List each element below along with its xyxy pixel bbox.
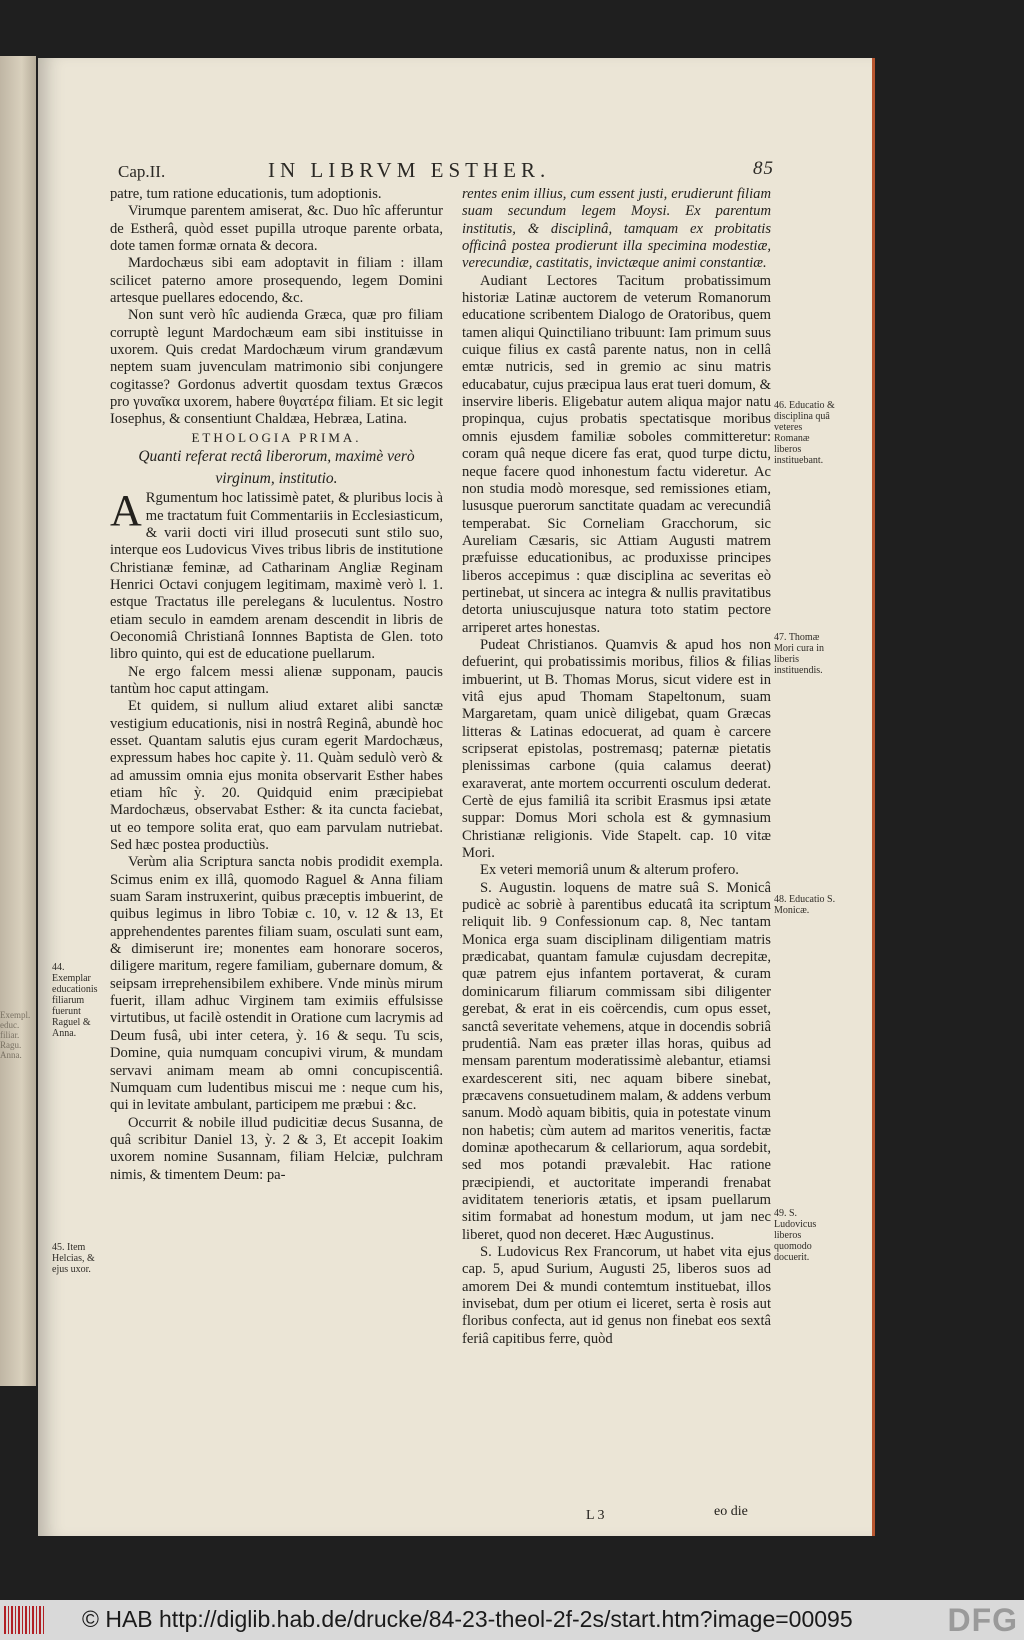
dfg-logo: DFG (947, 1602, 1018, 1638)
running-title: IN LIBRVM ESTHER. (268, 158, 551, 182)
chapter-label: Cap.II. (118, 162, 166, 181)
paragraph-text: Rgumentum hoc latissimè patet, & pluribus locis à me tractatum fuit Commentariis in Ecclesiasticum, & varii docti viri illud prosecuti sunt stilo suo, interque eos Ludovicus Vives tribus libris de institutione Christianæ feminæ, ad Catharinam Angliæ Reginam Henrici Octavi conjugem legitimam, maximè verò l. 1. estque Tractatus ille perelegans & luculentus. Nostro etiam seculo in eamdem arenam descendit in libris de Oeconomiâ Christianâ Ionnnes Baptista de Glen. toto libro quinto, qui est de educatione puellarum. (110, 490, 443, 663)
paragraph: Virumque parentem amiserat, &c. Duo hîc afferuntur de Estherâ, quòd esset pupilla utroque parente orbata, dote tamen formæ ornata & decora. (110, 203, 443, 255)
paragraph: Non sunt verò hîc audienda Græca, quæ pro filiam corruptè legunt Mardochæum eam sibi instituisse in uxorem. Quis credat Mardochæum virum grandævum neptem suam juvenculam matrimonio sibi conjungere cogitasse? Gordonus advertit quosdam textus Græcos pro γυναῖκα uxorem, habere θυγατέρα filiam. Et sic legit Iosephus, & consentiunt Chaldæa, Hebræa, Latina. (110, 307, 443, 428)
margin-note-47: 47. Thomæ Mori cura in liberis instituendis. (774, 632, 824, 676)
source-url[interactable]: © HAB http://diglib.hab.de/drucke/84-23-theol-2f-2s/start.htm?image=00095 (82, 1606, 853, 1632)
paragraph-with-dropcap (110, 486, 443, 663)
page-number: 85 (753, 158, 774, 179)
paragraph: Ex veteri memoriâ unum & alterum profero. (480, 862, 739, 879)
catchword: eo die (714, 1504, 748, 1519)
paragraph: Pudeat Christianos. Quamvis & apud hos non defuerint, qui probatissimis moribus, filios & filias imbuerint, ut B. Thomas Morus, sicut videre est in vitâ ejus apud Thomam Stapeltonum, suam Margaretam, quam unicè diligebat, quam Græcas litteras & Latinas edocuerat, ad quam è carcere scripserat epistolas, postremasq; paternæ pietatis plenissimas carbone (quia calamus deerat) exaraverat, ante mortem occurrenti osculum dederat. Certè de ejus familiâ ita scribit Erasmus ipsi ætate suppar: Domus Mori schola est & gymnasium Christianæ religionis. Vide Stapelt. cap. 10 vitæ Mori. (462, 636, 771, 862)
paragraph: Occurrit & nobile illud pudicitiæ decus Susanna, de quâ scribitur Daniel 13, ỳ. 2 & 3, Et accepit Ioakim uxorem nomine Susannam, filiam Helciæ, pulchram nimis, & timentem Deum: pa- (110, 1114, 443, 1183)
paragraph: rentes enim illius, cum essent justi, erudierunt filiam suam secundum legem Moysi. Ex parentum institutis, & disciplinâ, tamquam ex probitatis officinâ postea prodierunt illa specimina modestiæ, verecundiæ, castitatis, invictæque animi constantiæ. (462, 186, 771, 272)
previous-page-margin-note: Exempl. educ. filiar. Ragu. Anna. (0, 1010, 31, 1060)
left-column (110, 186, 443, 1184)
barcode-icon (4, 1606, 46, 1634)
margin-note-45: 45. Item Helcias, & ejus uxor. (52, 1242, 95, 1275)
margin-note-46: 46. Educatio & disciplina quâ veteres Romanæ liberos instituebant. (774, 400, 835, 466)
paragraph: Mardochæus sibi eam adoptavit in filiam : illam scilicet paterno amore prosequendo, legem Domini artesque puellares edocendo, &c. (110, 255, 443, 307)
section-subtitle: Quanti referat rectâ liberorum, maximè verò virginum, institutio. (138, 448, 415, 488)
paragraph: Verùm alia Scriptura sancta nobis prodidit exempla. Scimus enim ex illâ, quomodo Raguel & Anna filiam suam Saram instruxerint, quibus præceptis imbuerint, de quibus legimus in libro Tobiæ c. 10, v. 12 & 13, Et apprehendentes parentes filiam suam, osculati sunt eam, & dimiserunt ire; monentes eam honorare soceros, diligere maritum, regere familiam, gubernare domum, & seipsam irreprehensibilem exhibere. Vnde minùs mirum fuerit, illam adhuc Virginem tam eximiis effulsisse virtutibus, ut facilè ostendit in Oratione cum lacrymis ad Deum fusâ, ubi inter cetera, ỳ. 16 & sequ. Tu scis, Domine, quia numquam concupivi virum, & mundam servavi animam meam ab omni concupiscentiâ. Numquam cum ludentibus miscui me : neque cum his, qui in levitate ambulant, participem me præbui : &c. (110, 854, 443, 1114)
margin-note-49: 49. S. Ludovicus liberos quomodo docuerit. (774, 1208, 817, 1263)
book-page (38, 58, 875, 1536)
margin-note-48: 48. Educatio S. Monicæ. (774, 894, 836, 916)
viewer-footer (0, 1600, 1024, 1640)
paragraph: Et quidem, si nullum aliud extaret alibi sanctæ vestigium educationis, nisi in nostrâ Reginâ, abundè hoc esset. Quantam salutis ejus curam egerit Mardochæus, expressum habes hoc capite ỳ. 11. Quàm sedulò verò & ad amussim omnia ejus monita observarit Esther habes etiam hîc ỳ. 20. Quidquid enim præcipiebat Mardochæus, observabat Esther: & ita cuncta faciebat, ut eo tempore solita erat, quo eam parvulam nutriebat. Sed hæc postea productiùs. (110, 698, 443, 854)
paragraph: S. Augustin. loquens de matre suâ S. Monicâ pudicè ac sobriè à parentibus educatâ ita scriptum reliquit lib. 9 Confessionum cap. 8, Nec tantam Monica erga suam disciplinam diligentiam matris prædicabat, quantam famulæ cujusdam decrepitæ, quæ patrem ejus infantem portaverat, & curam dominicarum filiarum commissam sibi diligenter gerebat, & erat in eis coërcendis, cum opus esset, sanctâ severitate vehemens, atque in docendis sobriâ prudentiâ. Nam eas præter illas horas, quibus ad mensam parentum moderatissimè alebantur, etiamsi exardescerent siti, nec aquam bibere sinebat, præcavens consuetudinem malam, & addens verbum sanum. Modò aquam bibitis, quia in potestate vinum non habetis; cùm autem ad maritos veneritis, factæ dominæ apothecarum & cellariorum, aqua sordebit, sed mos potandi prævalebit. Hac ratione præcipiendi, et auctoritate imperandi frenabat aviditatem tenerioris ætatis, et ipsam puellarum sitim formabat ad honestum modum, ut jam nec liberet, quod non deceret. Hæc Augustinus. (462, 879, 771, 1243)
paragraph: S. Ludovicus Rex Francorum, ut habet vita ejus cap. 5, apud Surium, Augusti 25, liberos suos ad amorem Dei & mundi contemtum instituebat, illos invisebat, dum per otium ei liceret, serta è rosis aut floribus confecta, aut id genus non finebat eos sextâ feriâ capitibus ferre, quòd (462, 1243, 771, 1347)
previous-page-edge (0, 56, 36, 1386)
paragraph: Audiant Lectores Tacitum probatissimum historiæ Latinæ auctorem de veterum Romanorum educatione scribentem Dialogo de Oratoribus, quem tamen aliqui Quinctiliano tribuunt: Iam primum suus cuique filius ex castâ parente natus, non in cellâ emtæ nutricis, sed in gremio ac sinu matris educabatur, cujus præcipua laus erat tueri domum, & inservire liberis. Eligebatur autem aliqua major natu propinqua, cujus probatis spectatisque moribus omnis ejusdem familiæ soboles committeretur: coram quâ neque dicere fas erat, quod turpe dictu, neque facere quod inhonestum factu videretur. Ac non studia modò moresque, sed remissiones etiam, lususque puerorum sanctitate quadam ac verecundiâ temperabat. Sic Corneliam Gracchorum, sic Aureliam Cæsaris, sic Attiam Augusti matrem præfuisse educationibus, ac produxisse principes liberos accepimus : quæ disciplina ac severitas eò pertinebat, ut sincera ac integra & nullis pravitatibus detorta uniuscujusque natura toto statim pectore arriperet artes honestas. (462, 272, 771, 636)
signature-mark: L 3 (586, 1508, 605, 1523)
section-title: ETHOLOGIA PRIMA. (191, 429, 362, 445)
right-column (462, 186, 771, 1348)
paragraph: patre, tum ratione educationis, tum adoptionis. (110, 186, 382, 202)
paragraph: Ne ergo falcem messi alienæ supponam, paucis tantùm hoc caput attingam. (110, 663, 443, 697)
running-header (118, 158, 774, 184)
margin-note-44: 44. Exemplar educationis filiarum fuerunt Raguel & Anna. (52, 962, 98, 1039)
drop-capital: A (110, 486, 142, 536)
